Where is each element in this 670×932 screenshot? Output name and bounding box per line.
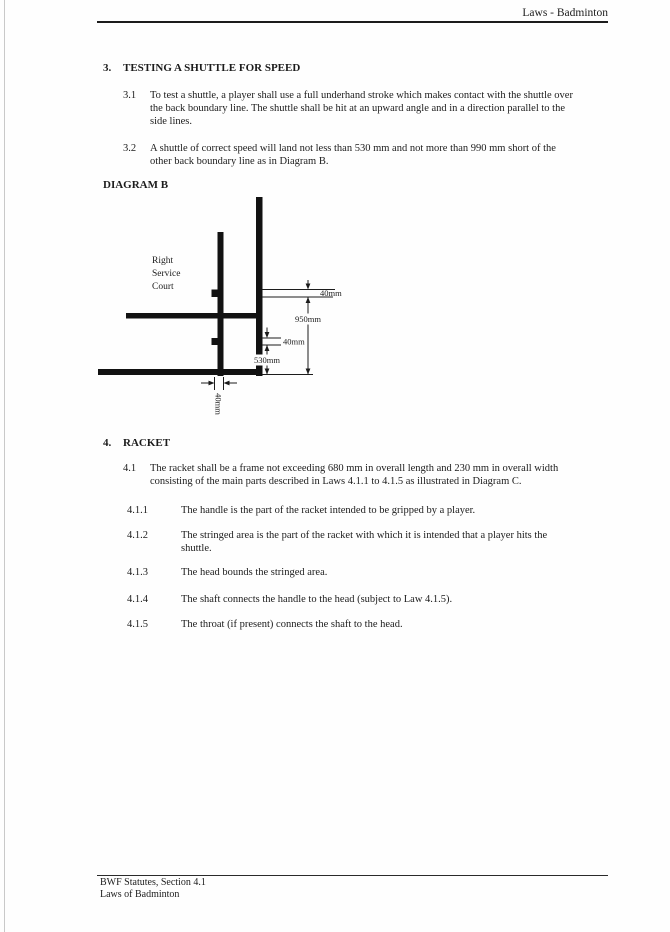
page-header-title: Laws - Badminton xyxy=(522,7,608,19)
svg-text:Court: Court xyxy=(152,282,174,292)
diagram-b-heading: DIAGRAM B xyxy=(103,179,169,191)
text-line: shuttle. xyxy=(181,543,212,554)
law-item-4-1-2-text xyxy=(181,529,547,555)
dimension-line-width-arrowheads xyxy=(209,381,230,386)
law-3-number: 3. xyxy=(103,62,112,74)
svg-text:Service: Service xyxy=(152,269,181,279)
law-item-4-1-5 xyxy=(127,618,403,631)
law-item-4-1-3-number: 4.1.3 xyxy=(127,567,148,578)
footer-laws-line: Laws of Badminton xyxy=(100,889,180,900)
back-boundary-line xyxy=(98,369,263,375)
law-item-4-1-3-text xyxy=(181,566,327,579)
law-item-4-1-1-text xyxy=(181,504,475,517)
law-4-number: 4. xyxy=(103,437,112,449)
footer-rule xyxy=(97,875,608,876)
footer-statutes-line: BWF Statutes, Section 4.1 xyxy=(100,877,206,888)
text-line: The throat (if present) connects the shaft to the head. xyxy=(181,619,403,630)
header-rule xyxy=(97,21,608,23)
text-line: The head bounds the stringed area. xyxy=(181,567,328,578)
law-item-4-1-4 xyxy=(127,593,452,606)
law-item-4-1-number: 4.1 xyxy=(123,463,137,474)
label-line-width-40mm: 40mm xyxy=(213,393,224,415)
text-line: The racket shall be a frame not exceeding 680 mm in overall length and 230 mm in overall width xyxy=(150,463,559,474)
law-item-4-1-5-text xyxy=(181,618,403,631)
singles-side-line xyxy=(218,232,224,376)
law-item-3-1 xyxy=(123,89,573,128)
law-4-title: RACKET xyxy=(123,437,171,449)
dimension-line-width-40mm xyxy=(201,377,237,390)
page-edge-line xyxy=(4,0,5,932)
law-item-4-1-4-text xyxy=(181,593,452,606)
law-item-4-1-2 xyxy=(127,529,547,555)
law-3-title: TESTING A SHUTTLE FOR SPEED xyxy=(123,62,301,74)
text-line: The stringed area is the part of the racket with which it is intended that a player hits the xyxy=(181,530,548,541)
right-service-court-label xyxy=(152,256,181,292)
doubles-side-line xyxy=(256,197,263,376)
page-footer xyxy=(100,877,206,901)
text-line: The shaft connects the handle to the head (subject to Law 4.1.5). xyxy=(181,594,453,605)
law-item-4-1-2-number: 4.1.2 xyxy=(127,530,148,541)
svg-text:Right: Right xyxy=(152,256,174,266)
test-mark-990 xyxy=(212,290,218,298)
text-line: consisting of the main parts described in Laws 4.1.1 to 4.1.5 as illustrated in Diagram C. xyxy=(150,476,522,487)
label-530mm: 530mm xyxy=(254,355,280,365)
law-item-4-1-5-number: 4.1.5 xyxy=(127,619,148,630)
law-item-3-1-number: 3.1 xyxy=(123,90,137,101)
label-mark-width-mid: 40mm xyxy=(283,336,305,347)
test-mark-530 xyxy=(212,338,218,345)
law-4-heading xyxy=(103,437,170,449)
law-item-4-1-1-number: 4.1.1 xyxy=(127,505,148,516)
law-item-4-1 xyxy=(123,462,558,488)
law-item-3-2-text xyxy=(150,142,556,168)
doubles-long-service-line xyxy=(126,313,263,319)
court-diagram-b xyxy=(95,192,345,427)
law-item-4-1-4-number: 4.1.4 xyxy=(127,594,148,605)
text-line: other back boundary line as in Diagram B. xyxy=(150,156,329,167)
law-item-3-1-text xyxy=(150,89,573,128)
text-line: side lines. xyxy=(150,116,192,127)
text-line: The handle is the part of the racket intended to be gripped by a player. xyxy=(181,505,476,516)
label-950mm: 950mm xyxy=(295,314,321,324)
law-item-3-2-number: 3.2 xyxy=(123,143,137,154)
text-line: A shuttle of correct speed will land not less than 530 mm and not more than 990 mm short of the xyxy=(150,143,556,154)
law-3-heading xyxy=(103,62,300,74)
law-item-4-1-1 xyxy=(127,504,475,517)
text-line: the back boundary line. The shuttle shall be hit at an upward angle and in a direction parallel to the xyxy=(150,103,566,114)
court-diagram-svg xyxy=(95,192,345,427)
label-mark-width-top: 40mm xyxy=(320,288,342,298)
text-line: To test a shuttle, a player shall use a full underhand stroke which makes contact with the shuttle over xyxy=(150,90,573,101)
law-item-3-2 xyxy=(123,142,556,168)
law-item-4-1-text xyxy=(150,462,558,488)
law-item-4-1-3 xyxy=(127,566,327,579)
